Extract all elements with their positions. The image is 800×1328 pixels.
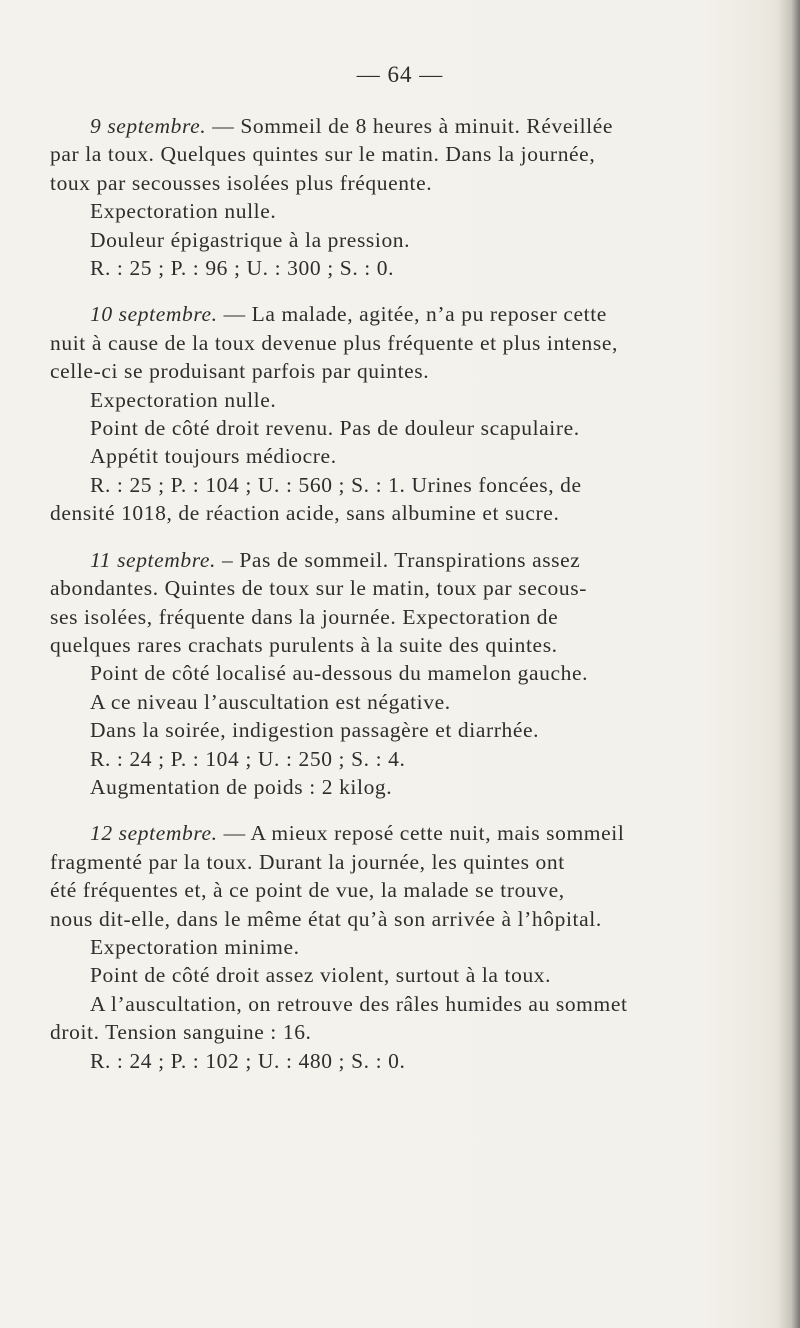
entry-first-line	[50, 546, 768, 574]
entry-first-line	[50, 300, 768, 328]
entry-line: nous dit-elle, dans le même état qu’à son arrivée à l’hôpital.	[50, 906, 602, 931]
entry-first-text: — Sommeil de 8 heures à minuit. Réveillée	[206, 114, 614, 138]
entry-first-line	[50, 112, 768, 140]
entry-line: Douleur épigastrique à la pression.	[90, 227, 411, 252]
entry-date: 9 septembre.	[90, 114, 207, 138]
entry-10-septembre	[50, 300, 768, 527]
entry-line: fragmenté par la toux. Durant la journée, les quintes ont	[50, 849, 565, 874]
entry-line: R. : 25 ; P. : 96 ; U. : 300 ; S. : 0.	[90, 256, 395, 281]
entry-line: ses isolées, fréquente dans la journée. Expectoration de	[50, 604, 559, 629]
page-number: — 64 —	[356, 62, 444, 87]
entry-line: celle-ci se produisant parfois par quintes.	[50, 359, 430, 384]
entry-line: nuit à cause de la toux devenue plus fréquente et plus intense,	[50, 330, 618, 355]
entry-line: Expectoration nulle.	[90, 199, 277, 224]
entry-line: Point de côté droit assez violent, surtout à la toux.	[90, 963, 552, 988]
entry-9-septembre	[50, 112, 768, 282]
entry-line: droit. Tension sanguine : 16.	[50, 1020, 312, 1045]
entry-date: 11 septembre.	[90, 547, 217, 572]
entry-line: A ce niveau l’auscultation est négative.	[90, 689, 451, 714]
entry-line: toux par secousses isolées plus fréquente.	[50, 170, 433, 195]
entry-first-text: — La malade, agitée, n’a pu reposer cette	[217, 302, 607, 327]
entry-first-line	[50, 819, 768, 847]
entry-line: densité 1018, de réaction acide, sans albumine et sucre.	[50, 501, 560, 526]
entry-11-septembre	[50, 546, 768, 802]
entry-line: Dans la soirée, indigestion passagère et diarrhée.	[90, 718, 540, 743]
entry-12-septembre	[50, 819, 768, 1075]
entry-first-text: – Pas de sommeil. Transpirations assez	[216, 547, 581, 572]
entry-line: Appétit toujours médiocre.	[90, 444, 337, 469]
entry-date: 10 septembre.	[90, 302, 218, 327]
entry-line: Point de côté droit revenu. Pas de douleur scapulaire.	[90, 416, 580, 441]
page-edge-shadow	[778, 0, 800, 1328]
entry-line: R. : 24 ; P. : 104 ; U. : 250 ; S. : 4.	[90, 746, 406, 771]
case-notes	[50, 112, 768, 1093]
entry-line: Augmentation de poids : 2 kilog.	[90, 774, 393, 799]
entry-line: été fréquentes et, à ce point de vue, la malade se trouve,	[50, 878, 565, 903]
entry-line: abondantes. Quintes de toux sur le matin, toux par secous-	[50, 576, 587, 601]
entry-first-text: — A mieux reposé cette nuit, mais sommeil	[217, 821, 625, 846]
entry-line: R. : 25 ; P. : 104 ; U. : 560 ; S. : 1. Urines foncées, de	[90, 472, 582, 497]
entry-line: Expectoration minime.	[90, 934, 300, 959]
entry-line: par la toux. Quelques quintes sur le matin. Dans la journée,	[50, 142, 596, 167]
entry-line: A l’auscultation, on retrouve des râles humides au sommet	[90, 991, 628, 1016]
entry-line: quelques rares crachats purulents à la suite des quintes.	[50, 632, 558, 657]
entry-date: 12 septembre.	[90, 821, 218, 846]
entry-line: Expectoration nulle.	[90, 387, 277, 412]
entry-line: R. : 24 ; P. : 102 ; U. : 480 ; S. : 0.	[90, 1048, 406, 1073]
entry-line: Point de côté localisé au-dessous du mamelon gauche.	[90, 661, 589, 686]
